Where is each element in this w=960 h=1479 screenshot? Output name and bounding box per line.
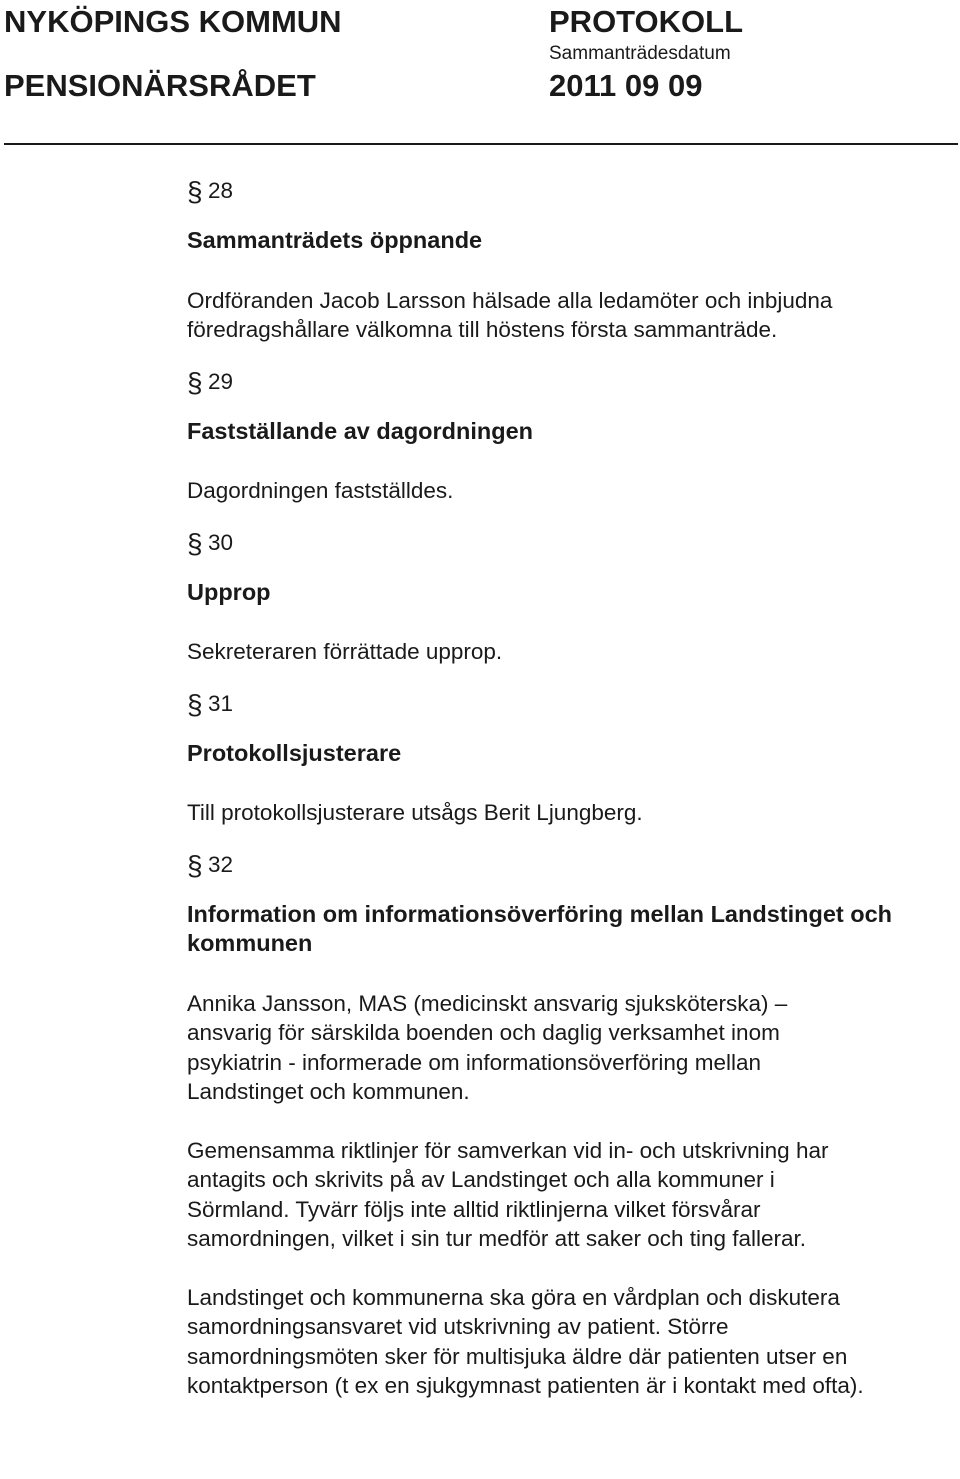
text-line: Annika Jansson, MAS (medicinskt ansvarig sjuksköterska) – bbox=[187, 990, 788, 1016]
section-title: Protokollsjusterare bbox=[187, 739, 402, 766]
text-line: antagits och skrivits på av Landstinget och alla kommuner i bbox=[187, 1167, 775, 1192]
section-text bbox=[187, 1283, 959, 1401]
section-number-value: 29 bbox=[208, 368, 234, 394]
section-text bbox=[187, 798, 959, 828]
text-line: samordningsansvaret vid utskrivning av patient. Större bbox=[187, 1314, 729, 1339]
section-text bbox=[187, 476, 959, 506]
meeting-date-label: Sammanträdesdatum bbox=[549, 43, 731, 64]
organization-name: NYKÖPINGS KOMMUN bbox=[4, 4, 342, 39]
section-title: Sammanträdets öppnande bbox=[187, 227, 483, 253]
text-line: Landstinget och kommunen. bbox=[187, 1079, 470, 1104]
text-line: Sekreteraren förrättade upprop. bbox=[187, 639, 503, 664]
section-number bbox=[187, 520, 959, 566]
text-line: Landstinget och kommunerna ska göra en vårdplan och diskutera bbox=[187, 1284, 840, 1310]
section-32 bbox=[187, 842, 959, 1401]
text-line: Sörmland. Tyvärr följs inte alltid riktlinjerna vilket försvårar bbox=[187, 1196, 761, 1222]
section-30 bbox=[187, 520, 959, 667]
section-29 bbox=[187, 359, 959, 506]
section-number bbox=[187, 168, 959, 214]
title-line: Information om informationsöverföring mellan Landstinget och bbox=[187, 900, 893, 927]
header-divider bbox=[4, 143, 958, 145]
section-text bbox=[187, 286, 959, 345]
text-line: ansvarig för särskilda boenden och daglig verksamhet inom bbox=[187, 1020, 780, 1045]
section-sign: § bbox=[187, 176, 203, 207]
section-sign: § bbox=[187, 688, 203, 720]
section-31 bbox=[187, 681, 959, 828]
document-type: PROTOKOLL bbox=[549, 4, 744, 39]
text-line: Gemensamma riktlinjer för samverkan vid in- och utskrivning har bbox=[187, 1137, 829, 1163]
text-line: samordningen, vilket i sin tur medför att saker och ting fallerar. bbox=[187, 1226, 807, 1251]
section-sign: § bbox=[187, 849, 203, 881]
text-line: föredragshållare välkomna till höstens första sammanträde. bbox=[187, 317, 778, 342]
title-line: kommunen bbox=[187, 930, 313, 956]
text-line: psykiatrin - informerade om informationsöverföring mellan bbox=[187, 1049, 761, 1075]
text-line: Ordföranden Jacob Larsson hälsade alla ledamöter och inbjudna bbox=[187, 287, 833, 313]
section-number-value: 30 bbox=[208, 529, 234, 555]
section-number-value: 28 bbox=[208, 178, 234, 204]
text-line: Till protokollsjusterare utsågs Berit Ljungberg. bbox=[187, 800, 643, 825]
section-number bbox=[187, 359, 959, 405]
section-number bbox=[187, 681, 959, 727]
section-number-value: 31 bbox=[208, 690, 234, 716]
section-number bbox=[187, 842, 959, 888]
minutes-body bbox=[187, 168, 959, 1401]
section-title bbox=[187, 900, 959, 959]
section-title: Upprop bbox=[187, 578, 271, 605]
meeting-date: 2011 09 09 bbox=[549, 68, 703, 103]
section-number-value: 32 bbox=[208, 851, 234, 877]
text-line: samordningsmöten sker för multisjuka äldre där patienten utser en bbox=[187, 1343, 848, 1369]
text-line: kontaktperson (t ex en sjukgymnast patienten är i kontakt med ofta). bbox=[187, 1373, 864, 1398]
board-name: PENSIONÄRSRÅDET bbox=[4, 68, 316, 103]
section-28 bbox=[187, 168, 959, 345]
section-title: Fastställande av dagordningen bbox=[187, 417, 534, 444]
text-line: Dagordningen fastställdes. bbox=[187, 478, 454, 503]
section-text bbox=[187, 989, 959, 1107]
section-sign: § bbox=[187, 366, 203, 398]
section-text bbox=[187, 637, 959, 667]
section-sign: § bbox=[187, 527, 203, 559]
section-text bbox=[187, 1136, 959, 1254]
